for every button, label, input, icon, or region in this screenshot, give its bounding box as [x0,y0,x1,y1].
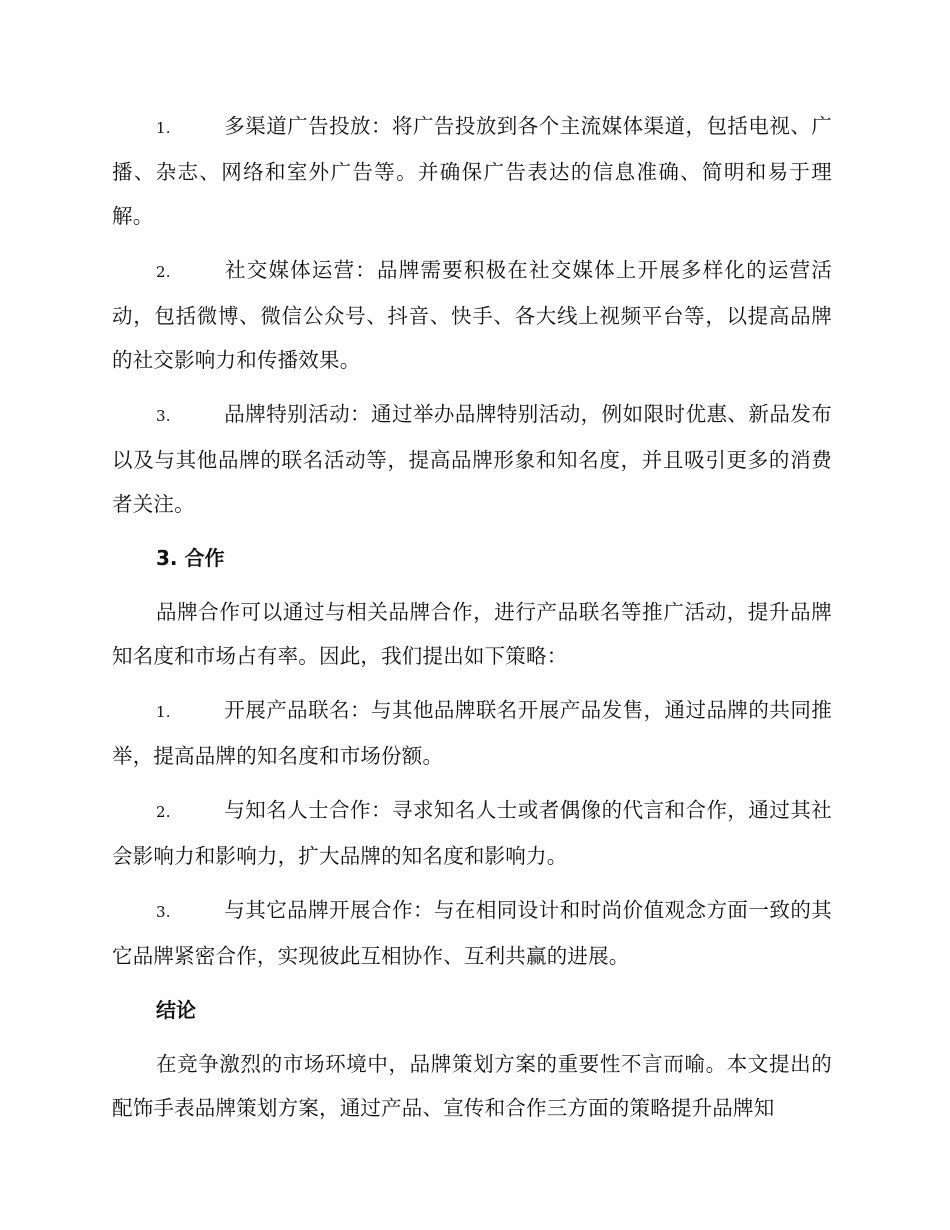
list-item [112,248,832,382]
section-intro-paragraph: 品牌合作可以通过与相关品牌合作，进行产品联名等推广活动，提升品牌知名度和市场占有率。因此，我们提出如下策略： [112,600,832,668]
section-heading-conclusion: 结论 [156,998,196,1022]
list-item-text: 与其它品牌开展合作：与在相同设计和时尚价值观念方面一致的其它品牌紧密合作，实现彼此互相协作、互利共赢的进展。 [112,898,832,968]
list-number: 2. [156,803,171,821]
document-page [112,104,832,1140]
list-item-text: 社交媒体运营：品牌需要积极在社交媒体上开展多样化的运营活动，包括微博、微信公众号、抖音、快手、各大线上视频平台等，以提高品牌的社交影响力和传播效果。 [112,258,832,372]
list-item [112,888,832,978]
list-item [112,788,832,878]
list-number: 3. [156,407,171,425]
list-item-text: 多渠道广告投放：将广告投放到各个主流媒体渠道，包括电视、广播、杂志、网络和室外广告等。并确保广告表达的信息准确、简明和易于理解。 [112,114,832,228]
list-number: 2. [156,263,171,281]
list-item-text: 与知名人士合作：寻求知名人士或者偶像的代言和合作，通过其社会影响力和影响力，扩大品牌的知名度和影响力。 [112,798,832,868]
list-number: 3. [156,903,171,921]
list-item [112,688,832,778]
list-item-text: 开展产品联名：与其他品牌联名开展产品发售，通过品牌的共同推举，提高品牌的知名度和市场份额。 [112,698,832,768]
list-item-text: 品牌特别活动：通过举办品牌特别活动，例如限时优惠、新品发布以及与其他品牌的联名活动等，提高品牌形象和知名度，并且吸引更多的消费者关注。 [112,402,832,516]
list-number: 1. [156,703,171,721]
section-heading-cooperation: 3. 合作 [156,546,225,570]
list-number: 1. [156,119,171,137]
list-item [112,392,832,526]
conclusion-paragraph: 在竞争激烈的市场环境中，品牌策划方案的重要性不言而喻。本文提出的配饰手表品牌策划方案，通过产品、宣传和合作三方面的策略提升品牌知 [112,1052,832,1120]
list-item [112,104,832,238]
